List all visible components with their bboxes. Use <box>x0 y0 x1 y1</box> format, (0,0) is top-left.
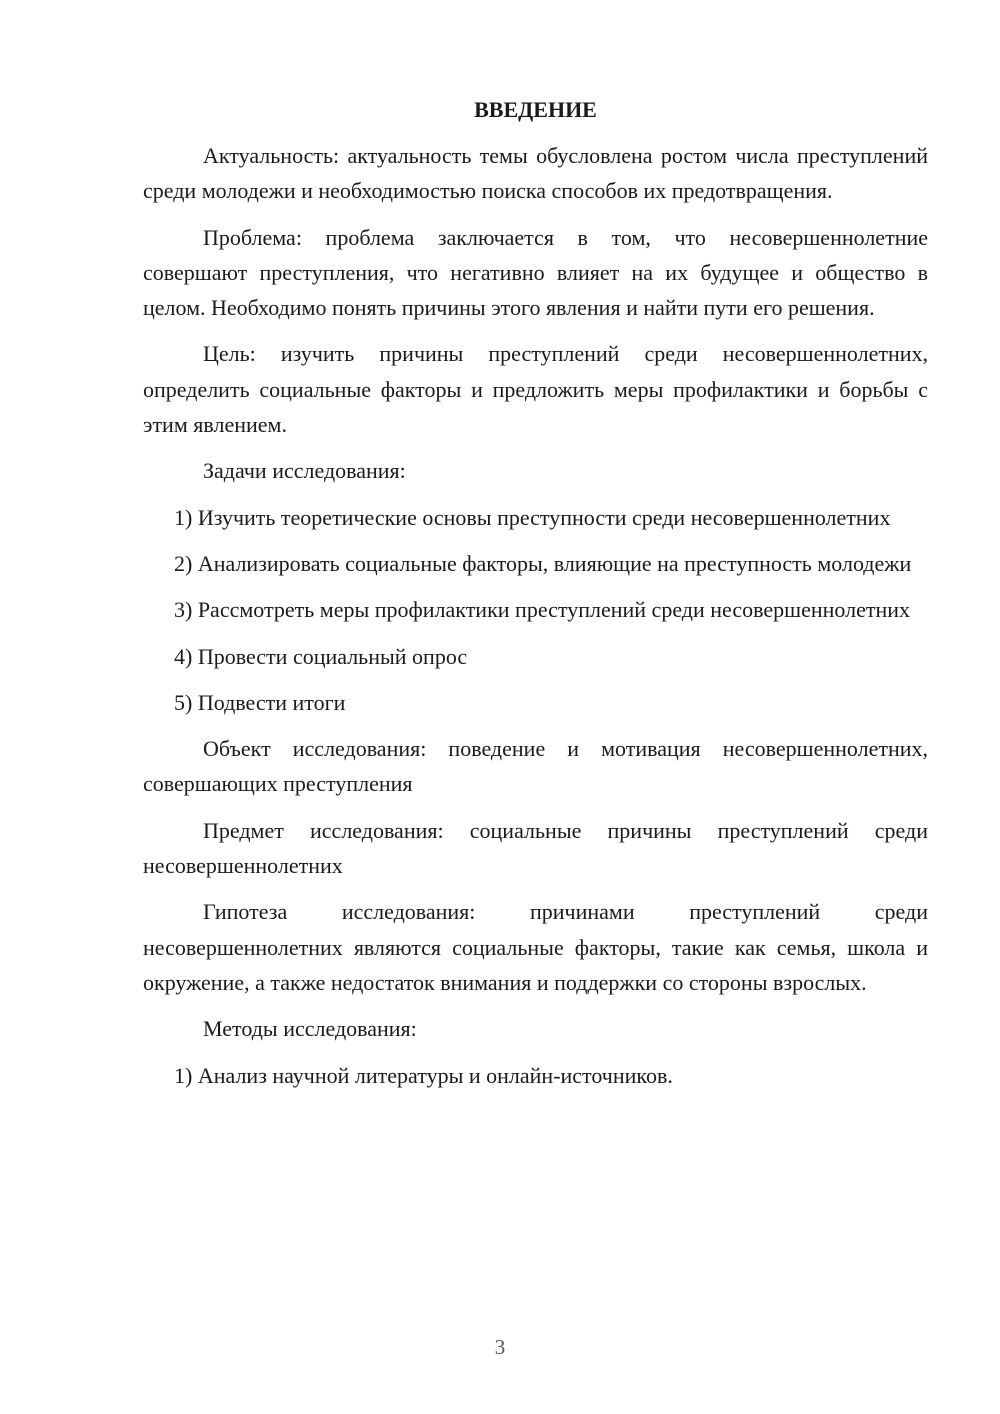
paragraph-object: Объект исследования: поведение и мотивация несовершеннолетних, совершающих преступления <box>143 736 928 797</box>
task-item: 4) Провести социальный опрос <box>174 643 468 669</box>
task-item: 1) Изучить теоретические основы преступности среди несовершеннолетних <box>174 504 891 530</box>
paragraph-problem: Проблема: проблема заключается в том, что несовершеннолетние совершают преступления, что негативно влияет на их будущее и общество в целом. Необходимо понять причины этого явления и найти пути его решения. <box>143 224 928 321</box>
method-item: 1) Анализ научной литературы и онлайн-источников. <box>174 1062 673 1088</box>
task-item: 2) Анализировать социальные факторы, влияющие на преступность молодежи <box>174 550 912 576</box>
page-number: 3 <box>494 1335 506 1359</box>
paragraph-tasks-heading: Задачи исследования: <box>203 458 406 484</box>
section-title: ВВЕДЕНИЕ <box>474 97 597 122</box>
task-item: 5) Подвести итоги <box>174 689 346 715</box>
paragraph-subject: Предмет исследования: социальные причины преступлений среди несовершеннолетних <box>143 817 928 879</box>
paragraph-relevance: Актуальность: актуальность темы обусловлена ростом числа преступлений среди молодежи и необходимостью поиска способов их предотвращения. <box>143 143 928 204</box>
paragraph-hypothesis: Гипотеза исследования: причинами преступлений среди несовершеннолетних являются социальные факторы, такие как семья, школа и окружение, а также недостаток внимания и поддержки со стороны взрослых. <box>143 899 928 995</box>
paragraph-methods-heading: Методы исследования: <box>203 1016 417 1042</box>
paragraph-goal: Цель: изучить причины преступлений среди несовершеннолетних, определить социальные факторы и предложить меры профилактики и борьбы с этим явлением. <box>143 341 928 438</box>
task-item: 3) Рассмотреть меры профилактики преступлений среди несовершеннолетних <box>174 597 911 623</box>
page-content <box>143 92 928 1104</box>
